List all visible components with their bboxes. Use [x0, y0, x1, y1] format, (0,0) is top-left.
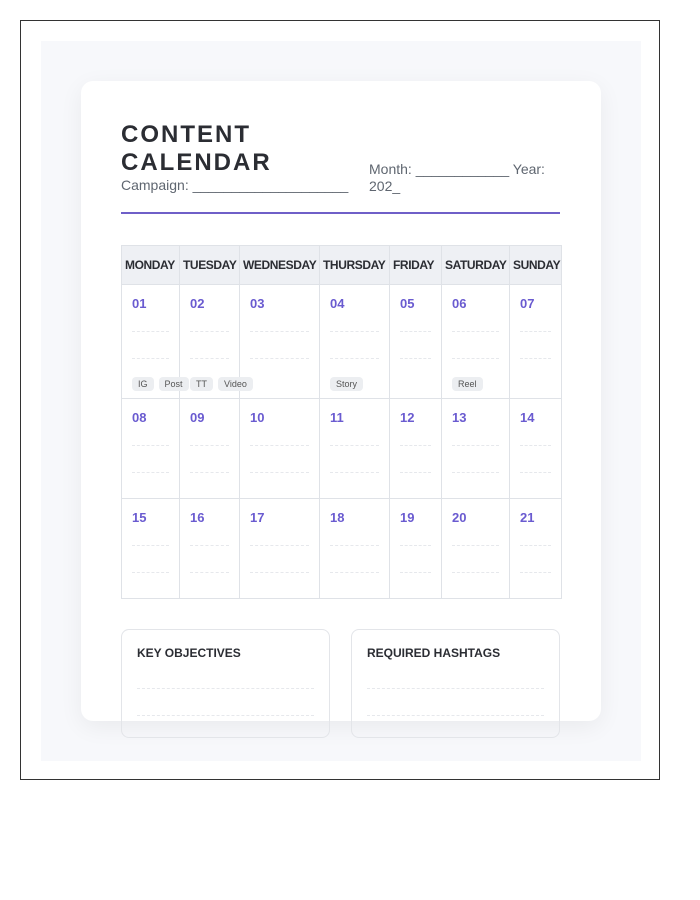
- day-number: 03: [250, 296, 265, 311]
- day-number: 05: [400, 296, 415, 311]
- writing-line: [452, 358, 499, 359]
- writing-line: [330, 445, 379, 446]
- campaign-field[interactable]: Campaign: ____________________: [121, 177, 349, 193]
- calendar-day-cell[interactable]: [320, 285, 390, 399]
- day-header-saturday: SATURDAY: [442, 246, 510, 285]
- calendar-day-cell[interactable]: [442, 499, 510, 599]
- writing-line: [400, 445, 431, 446]
- tag-list: [452, 374, 488, 392]
- day-number: 07: [520, 296, 535, 311]
- day-number: 01: [132, 296, 147, 311]
- writing-line: [250, 445, 309, 446]
- required-hashtags-box[interactable]: [351, 629, 560, 738]
- writing-line: [250, 331, 309, 332]
- writing-line: [400, 572, 431, 573]
- writing-line: [250, 545, 309, 546]
- writing-line: [400, 472, 431, 473]
- writing-line: [137, 715, 314, 716]
- writing-line: [132, 331, 169, 332]
- writing-line: [190, 545, 229, 546]
- content-tag[interactable]: Post: [159, 377, 189, 391]
- calendar-week-row: [122, 285, 562, 399]
- day-number: 14: [520, 410, 535, 425]
- writing-line: [190, 472, 229, 473]
- calendar-week-row: [122, 499, 562, 599]
- calendar-week-row: [122, 399, 562, 499]
- writing-line: [520, 572, 551, 573]
- header-divider: [121, 212, 560, 214]
- day-number: 12: [400, 410, 415, 425]
- day-header-monday: MONDAY: [122, 246, 180, 285]
- day-header-thursday: THURSDAY: [320, 246, 390, 285]
- writing-line: [190, 331, 229, 332]
- day-number: 10: [250, 410, 265, 425]
- writing-line: [400, 358, 431, 359]
- writing-line: [190, 445, 229, 446]
- tag-list: [330, 374, 368, 392]
- writing-line: [132, 545, 169, 546]
- day-header-friday: FRIDAY: [390, 246, 442, 285]
- calendar-day-cell[interactable]: [180, 399, 240, 499]
- key-objectives-box[interactable]: [121, 629, 330, 738]
- calendar-day-cell[interactable]: [240, 399, 320, 499]
- key-objectives-heading: KEY OBJECTIVES: [137, 646, 241, 660]
- writing-line: [190, 358, 229, 359]
- writing-line: [520, 445, 551, 446]
- writing-line: [520, 545, 551, 546]
- content-tag[interactable]: IG: [132, 377, 154, 391]
- day-header-row: [122, 246, 562, 285]
- writing-line: [132, 572, 169, 573]
- day-number: 21: [520, 510, 535, 525]
- day-header-wednesday: WEDNESDAY: [240, 246, 320, 285]
- calendar-day-cell[interactable]: [510, 285, 562, 399]
- writing-line: [250, 572, 309, 573]
- calendar-day-cell[interactable]: [510, 399, 562, 499]
- day-number: 06: [452, 296, 467, 311]
- writing-line: [452, 445, 499, 446]
- calendar-day-cell[interactable]: [390, 285, 442, 399]
- calendar-day-cell[interactable]: [442, 399, 510, 499]
- content-tag[interactable]: Story: [330, 377, 363, 391]
- day-number: 02: [190, 296, 205, 311]
- content-tag[interactable]: TT: [190, 377, 213, 391]
- day-number: 13: [452, 410, 467, 425]
- writing-line: [367, 715, 544, 716]
- writing-line: [452, 545, 499, 546]
- calendar-day-cell[interactable]: [442, 285, 510, 399]
- day-number: 15: [132, 510, 147, 525]
- writing-line: [250, 472, 309, 473]
- writing-line: [132, 358, 169, 359]
- page-title: CONTENT CALENDAR: [121, 121, 272, 176]
- writing-line: [452, 331, 499, 332]
- writing-line: [132, 445, 169, 446]
- day-number: 20: [452, 510, 467, 525]
- writing-line: [367, 688, 544, 689]
- writing-line: [330, 545, 379, 546]
- calendar-day-cell[interactable]: [390, 499, 442, 599]
- content-tag[interactable]: Video: [218, 377, 253, 391]
- calendar-day-cell[interactable]: [180, 285, 247, 399]
- calendar-day-cell[interactable]: [180, 499, 240, 599]
- calendar-table: [121, 245, 562, 599]
- writing-line: [190, 572, 229, 573]
- day-number: 04: [330, 296, 345, 311]
- day-number: 18: [330, 510, 345, 525]
- writing-line: [250, 358, 309, 359]
- day-number: 11: [330, 410, 344, 425]
- day-number: 19: [400, 510, 415, 525]
- writing-line: [520, 331, 551, 332]
- calendar-day-cell[interactable]: [320, 499, 390, 599]
- content-tag[interactable]: Reel: [452, 377, 483, 391]
- writing-line: [520, 472, 551, 473]
- writing-line: [452, 472, 499, 473]
- calendar-day-cell[interactable]: [320, 399, 390, 499]
- day-number: 08: [132, 410, 147, 425]
- writing-line: [137, 688, 314, 689]
- writing-line: [330, 358, 379, 359]
- day-number: 09: [190, 410, 205, 425]
- calendar-day-cell[interactable]: [122, 399, 180, 499]
- required-hashtags-heading: REQUIRED HASHTAGS: [367, 646, 501, 660]
- writing-line: [400, 331, 431, 332]
- calendar-day-cell[interactable]: [122, 285, 183, 399]
- day-number: 17: [250, 510, 265, 525]
- writing-line: [330, 472, 379, 473]
- day-number: 16: [190, 510, 205, 525]
- writing-line: [520, 358, 551, 359]
- writing-line: [452, 572, 499, 573]
- writing-line: [400, 545, 431, 546]
- day-header-tuesday: TUESDAY: [180, 246, 240, 285]
- calendar-day-cell[interactable]: [122, 499, 180, 599]
- calendar-day-cell[interactable]: [240, 499, 320, 599]
- calendar-day-cell[interactable]: [390, 399, 442, 499]
- calendar-day-cell[interactable]: [510, 499, 562, 599]
- day-header-sunday: SUNDAY: [510, 246, 562, 285]
- writing-line: [330, 572, 379, 573]
- calendar-day-cell[interactable]: [240, 285, 320, 399]
- writing-line: [330, 331, 379, 332]
- writing-line: [132, 472, 169, 473]
- month-year-field[interactable]: Month: ____________ Year: 202_: [369, 161, 545, 194]
